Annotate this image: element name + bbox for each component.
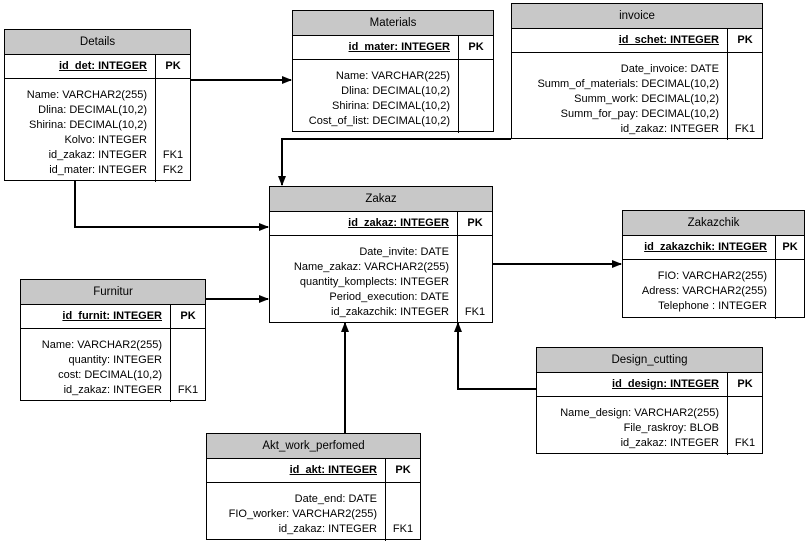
key-marker bbox=[776, 299, 804, 314]
attribute-row: Name: VARCHAR2(255) bbox=[26, 89, 147, 101]
attribute-row: Kolvo: INTEGER bbox=[64, 134, 147, 146]
key-marker bbox=[458, 290, 492, 305]
key-marker bbox=[728, 107, 762, 122]
key-marker: FK1 bbox=[162, 149, 184, 161]
primary-key-row bbox=[270, 212, 492, 236]
primary-key-field: id_zakazchik: INTEGER bbox=[644, 241, 767, 253]
key-marker bbox=[728, 62, 762, 77]
primary-key-row bbox=[21, 305, 205, 329]
attribute-list bbox=[21, 329, 170, 402]
key-marker bbox=[171, 353, 205, 368]
attribute-list bbox=[293, 60, 458, 133]
entity-materials[interactable] bbox=[292, 10, 494, 132]
attribute-row: Shirina: DECIMAL(10,2) bbox=[29, 119, 147, 131]
attribute-row: cost: DECIMAL(10,2) bbox=[58, 369, 162, 381]
attribute-row: id_zakazchik: INTEGER bbox=[331, 306, 449, 318]
attribute-row: id_zakaz: INTEGER bbox=[278, 523, 377, 535]
attribute-row: id_zakaz: INTEGER bbox=[48, 149, 147, 161]
attribute-row: File_raskroy: BLOB bbox=[623, 422, 719, 434]
key-column bbox=[155, 79, 190, 182]
primary-key-field: id_mater: INTEGER bbox=[348, 41, 450, 53]
key-marker: FK1 bbox=[464, 306, 486, 318]
key-marker bbox=[728, 92, 762, 107]
entity-furnitur[interactable] bbox=[20, 279, 206, 401]
entity-title: Zakazchik bbox=[623, 211, 804, 236]
entity-title: Design_cutting bbox=[537, 348, 762, 373]
design-to-zakaz-line bbox=[458, 323, 536, 389]
key-column bbox=[727, 53, 762, 140]
key-marker bbox=[458, 245, 492, 260]
primary-key-field: id_design: INTEGER bbox=[612, 378, 719, 390]
attribute-section bbox=[21, 329, 205, 402]
key-marker bbox=[459, 69, 493, 84]
attribute-list bbox=[5, 79, 155, 182]
key-marker bbox=[171, 368, 205, 383]
attribute-row: Date_end: DATE bbox=[294, 493, 377, 505]
pk-marker: PK bbox=[727, 29, 762, 52]
attribute-row: Date_invoice: DATE bbox=[620, 63, 719, 75]
attribute-list bbox=[623, 260, 775, 319]
attribute-row: Dlina: DECIMAL(10,2) bbox=[341, 85, 450, 97]
key-marker bbox=[459, 84, 493, 99]
entity-title: Zakaz bbox=[270, 187, 492, 212]
key-marker: FK1 bbox=[392, 523, 414, 535]
attribute-row: quantity_komplects: INTEGER bbox=[299, 276, 449, 288]
details-to-zakaz-line bbox=[75, 181, 268, 227]
key-marker: FK2 bbox=[162, 164, 184, 176]
attribute-row: Name: VARCHAR(225) bbox=[335, 70, 450, 82]
pk-marker: PK bbox=[155, 55, 190, 78]
entity-title: Materials bbox=[293, 11, 493, 36]
attribute-section bbox=[5, 79, 190, 182]
attribute-list bbox=[512, 53, 727, 140]
primary-key-row bbox=[512, 29, 762, 53]
attribute-row: Summ_for_pay: DECIMAL(10,2) bbox=[560, 108, 719, 120]
entity-akt-work-perfomed[interactable] bbox=[206, 433, 421, 540]
key-marker bbox=[728, 421, 762, 436]
key-column bbox=[457, 236, 492, 324]
attribute-row: FIO_worker: VARCHAR2(255) bbox=[228, 508, 377, 520]
entity-design-cutting[interactable] bbox=[536, 347, 763, 454]
primary-key-field: id_det: INTEGER bbox=[58, 60, 147, 72]
key-column bbox=[775, 260, 804, 319]
attribute-row: quantity: INTEGER bbox=[68, 354, 162, 366]
attribute-row: Summ_of_materials: DECIMAL(10,2) bbox=[537, 78, 719, 90]
attribute-section bbox=[207, 483, 420, 541]
attribute-row: Adress: VARCHAR2(255) bbox=[641, 285, 767, 297]
key-marker bbox=[459, 114, 493, 129]
pk-marker: PK bbox=[458, 36, 493, 59]
entity-title: Furnitur bbox=[21, 280, 205, 305]
entity-title: Akt_work_perfomed bbox=[207, 434, 420, 459]
attribute-section bbox=[293, 60, 493, 133]
key-marker bbox=[156, 88, 190, 103]
attribute-row: Summ_work: DECIMAL(10,2) bbox=[574, 93, 719, 105]
attribute-section bbox=[512, 53, 762, 140]
invoice-to-zakaz-line bbox=[282, 139, 511, 185]
key-column bbox=[385, 483, 420, 541]
attribute-list bbox=[537, 397, 727, 455]
entity-title: invoice bbox=[512, 4, 762, 29]
primary-key-field: id_schet: INTEGER bbox=[618, 34, 719, 46]
key-marker bbox=[156, 103, 190, 118]
key-column bbox=[170, 329, 205, 402]
attribute-list bbox=[207, 483, 385, 541]
pk-marker: PK bbox=[457, 212, 492, 235]
entity-details[interactable] bbox=[4, 29, 191, 181]
attribute-row: Name_design: VARCHAR2(255) bbox=[560, 407, 719, 419]
pk-marker: PK bbox=[727, 373, 762, 396]
primary-key-row bbox=[207, 459, 420, 483]
key-marker bbox=[386, 507, 420, 522]
key-marker: FK1 bbox=[177, 384, 199, 396]
entity-zakazchik[interactable] bbox=[622, 210, 805, 318]
primary-key-field: id_akt: INTEGER bbox=[289, 464, 377, 476]
key-marker: FK1 bbox=[734, 123, 756, 135]
pk-marker: PK bbox=[170, 305, 205, 328]
primary-key-row bbox=[293, 36, 493, 60]
key-marker bbox=[776, 284, 804, 299]
attribute-row: Shirina: DECIMAL(10,2) bbox=[332, 100, 450, 112]
attribute-row: Cost_of_list: DECIMAL(10,2) bbox=[308, 115, 450, 127]
primary-key-row bbox=[5, 55, 190, 79]
attribute-row: Telephone : INTEGER bbox=[658, 300, 767, 312]
key-column bbox=[458, 60, 493, 133]
key-marker bbox=[728, 77, 762, 92]
primary-key-row bbox=[623, 236, 804, 260]
key-marker bbox=[386, 492, 420, 507]
pk-marker: PK bbox=[775, 236, 804, 259]
key-marker bbox=[458, 275, 492, 290]
key-marker bbox=[171, 338, 205, 353]
attribute-section bbox=[623, 260, 804, 319]
primary-key-field: id_zakaz: INTEGER bbox=[348, 217, 449, 229]
pk-marker: PK bbox=[385, 459, 420, 482]
key-marker bbox=[458, 260, 492, 275]
attribute-row: Period_execution: DATE bbox=[329, 291, 449, 303]
attribute-row: Dlina: DECIMAL(10,2) bbox=[38, 104, 147, 116]
entity-invoice[interactable] bbox=[511, 3, 763, 139]
key-marker bbox=[156, 133, 190, 148]
attribute-section bbox=[270, 236, 492, 324]
attribute-row: Date_invite: DATE bbox=[359, 246, 449, 258]
attribute-row: id_zakaz: INTEGER bbox=[63, 384, 162, 396]
key-column bbox=[727, 397, 762, 455]
attribute-list bbox=[270, 236, 457, 324]
attribute-row: id_zakaz: INTEGER bbox=[620, 437, 719, 449]
attribute-row: Name: VARCHAR2(255) bbox=[41, 339, 162, 351]
attribute-row: Name_zakaz: VARCHAR2(255) bbox=[293, 261, 449, 273]
key-marker bbox=[728, 406, 762, 421]
key-marker bbox=[156, 118, 190, 133]
key-marker: FK1 bbox=[734, 437, 756, 449]
key-marker bbox=[776, 269, 804, 284]
primary-key-field: id_furnit: INTEGER bbox=[62, 310, 162, 322]
primary-key-row bbox=[537, 373, 762, 397]
attribute-row: id_zakaz: INTEGER bbox=[620, 123, 719, 135]
key-marker bbox=[459, 99, 493, 114]
attribute-row: id_mater: INTEGER bbox=[49, 164, 147, 176]
attribute-section bbox=[537, 397, 762, 455]
attribute-row: FIO: VARCHAR2(255) bbox=[657, 270, 767, 282]
entity-title: Details bbox=[5, 30, 190, 55]
entity-zakaz[interactable] bbox=[269, 186, 493, 323]
